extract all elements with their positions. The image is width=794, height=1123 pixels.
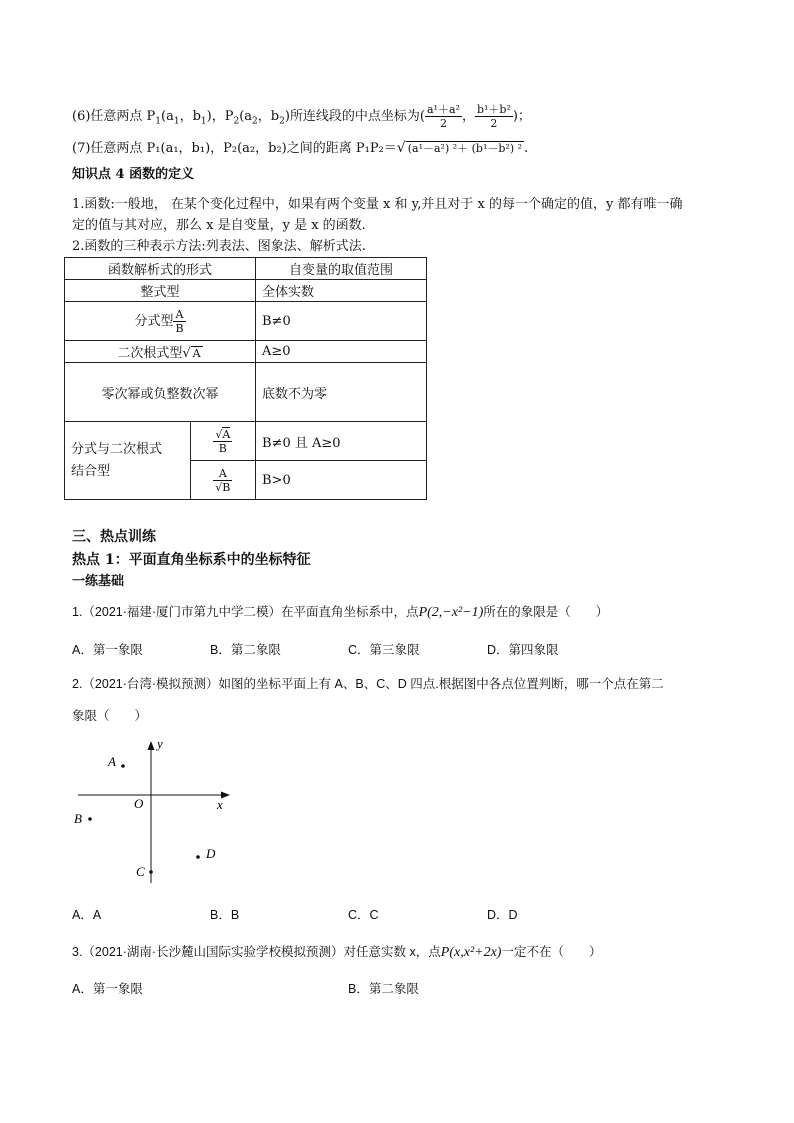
formula-6: [72, 103, 531, 131]
sub: 1: [200, 116, 207, 127]
formula-7-end: .: [524, 141, 529, 156]
q1-option-a[interactable]: A．第一象限: [72, 643, 143, 657]
formula-6-p1: (a: [161, 109, 174, 124]
fraction-sqrtA-over-B: [213, 428, 232, 455]
question-2-stem-line1: 2.（2021·台湾·模拟预测）如图的坐标平面上有 A、B、C、D 四点.根据图中各点位置判断，哪一个点在第二: [72, 677, 664, 691]
frac-den: 2: [490, 117, 498, 130]
q1-stem-text: 1.（2021·福建·厦门市第九中学二模）在平面直角坐标系中，点: [72, 605, 419, 619]
point-a-label: A: [108, 754, 116, 769]
table-header-range: 自变量的取值范围: [256, 258, 427, 280]
table-cell-form: 整式型: [65, 280, 256, 302]
point-d-label: D: [206, 846, 216, 861]
sub: 2: [252, 116, 258, 127]
form-label: 二次根式型: [117, 346, 183, 361]
point-b-label: B: [74, 811, 82, 826]
formula-7-text: (7)任意两点 P₁(a₁，b₁)，P₂(a₂，b₂)之间的距离 P₁P₂＝: [72, 141, 397, 156]
frac-num: b¹＋b²: [476, 103, 511, 116]
q3-stem-text: 3.（2021·湖南·长沙麓山国际实验学校模拟预测）对任意实数 x，点: [72, 945, 441, 959]
hot-topic-1-title: 热点 1：平面直角坐标系中的坐标特征: [72, 552, 311, 568]
function-representation: 2.函数的三种表示方法:列表法、图象法、解析式法.: [72, 239, 366, 254]
table-row: [65, 280, 427, 302]
table-cell-combo-label: [65, 422, 191, 500]
frac-den: √B: [215, 480, 231, 494]
sqrt-sign: √: [182, 346, 191, 361]
midpoint-fraction-x: [425, 103, 462, 130]
q2-option-c[interactable]: C．C: [348, 908, 379, 922]
sub: 1: [155, 116, 162, 127]
frac-num: A: [173, 308, 185, 322]
sqrt-A: A: [192, 347, 201, 360]
q3-stem-end: 一定不在（ ）: [501, 945, 602, 959]
fraction-A-over-sqrtB: [213, 467, 232, 494]
table-cell-form: 零次幂或负整数次幂: [65, 363, 256, 422]
q2-option-b[interactable]: B．B: [210, 908, 240, 922]
combo-label-line2: 结合型: [71, 463, 111, 479]
frac-den: 2: [439, 117, 447, 130]
point-a: [121, 764, 125, 768]
point-b: [88, 817, 92, 821]
table-cell-combo1-form: [190, 422, 255, 461]
table-row: [65, 302, 427, 341]
formula-6-text: ，b: [179, 109, 201, 124]
frac-num: √A: [215, 427, 231, 441]
sub: 1: [173, 116, 180, 127]
formula-6-end: )；: [512, 109, 531, 124]
formula-6-text: )所连线段的中点坐标为(: [284, 109, 425, 124]
fraction-A-over-B: [173, 308, 185, 335]
table-row: [65, 341, 427, 363]
y-axis-arrow: [148, 741, 155, 750]
frac-num: a¹＋a²: [427, 103, 460, 116]
table-cell-combo2-form: [190, 461, 255, 500]
table-header-row: [65, 258, 427, 280]
function-definition-line1: 1.函数:一般地， 在某个变化过程中，如果有两个变量 x 和 y,并且对于 x 的每一个确定的值，y 都有唯一确: [72, 197, 683, 212]
sub: 2: [279, 116, 285, 127]
q1-point: P(2,−x²−1): [418, 605, 484, 620]
midpoint-fraction-y: [475, 103, 513, 130]
sqrt-A: A: [222, 427, 231, 441]
question-3-stem: [72, 943, 601, 962]
function-domain-table: [64, 257, 427, 500]
q1-option-c[interactable]: C．第三象限: [348, 643, 420, 657]
distance-sqrt: (a¹－a²) ²＋ (b¹－b²) ²: [407, 142, 523, 155]
section-3-title: 三、热点训练: [72, 529, 156, 545]
formula-6-text: (a: [239, 109, 253, 124]
question-2-stem-line2: 象限（ ）: [72, 709, 148, 723]
table-cell-range: B≠0: [256, 302, 427, 341]
formula-6-prefix: (6)任意两点 P: [72, 109, 156, 124]
sqrt-B: B: [222, 480, 231, 494]
q2-option-a[interactable]: A．A: [72, 908, 102, 922]
formula-7: [72, 139, 528, 158]
combo-label-line1: 分式与二次根式: [71, 441, 163, 457]
formula-6-text: ，b: [257, 109, 280, 124]
q3-option-b[interactable]: B．第二象限: [348, 982, 419, 996]
frac-den: B: [218, 441, 227, 455]
table-row: [65, 422, 427, 461]
table-row: [65, 363, 427, 422]
table-cell-range: 底数不为零: [256, 363, 427, 422]
table-cell-range: B≠0 且 A≥0: [256, 422, 427, 461]
q3-point: P(x,x²+2x): [440, 945, 502, 960]
x-axis-label: x: [217, 797, 223, 812]
section-4-title: 知识点 4 函数的定义: [72, 167, 195, 182]
formula-6-text: )，P: [206, 109, 234, 124]
q1-option-d[interactable]: D．第四象限: [487, 643, 559, 657]
frac-num: A: [213, 467, 232, 481]
table-cell-range: A≥0: [256, 341, 427, 363]
point-c-label: C: [136, 864, 145, 879]
table-cell-form: [65, 341, 256, 363]
q2-option-d[interactable]: D．D: [487, 908, 518, 922]
q1-stem-end: 所在的象限是（ ）: [483, 605, 609, 619]
q1-option-b[interactable]: B．第二象限: [210, 643, 281, 657]
formula-6-comma: ，: [461, 109, 475, 124]
level-label: 一练基础: [72, 574, 125, 589]
table-cell-range: 全体实数: [256, 280, 427, 302]
question-1-stem: [72, 603, 608, 622]
table-header-form: 函数解析式的形式: [65, 258, 256, 280]
q3-option-a[interactable]: A．第一象限: [72, 982, 143, 996]
form-label: 分式型: [134, 313, 174, 329]
table-cell-range: B>0: [256, 461, 427, 500]
coordinate-plane-figure: [70, 733, 240, 893]
function-definition-line2: 定的值与其对应，那么 x 是自变量，y 是 x 的函数.: [72, 218, 366, 233]
table-cell-form: [65, 302, 256, 341]
point-c: [149, 870, 153, 874]
sqrt-sign: √: [396, 140, 406, 156]
sub: 2: [233, 116, 240, 127]
point-d: [196, 855, 200, 859]
y-axis-label: y: [157, 736, 163, 751]
frac-den: B: [175, 321, 184, 335]
origin-label: O: [134, 796, 144, 811]
